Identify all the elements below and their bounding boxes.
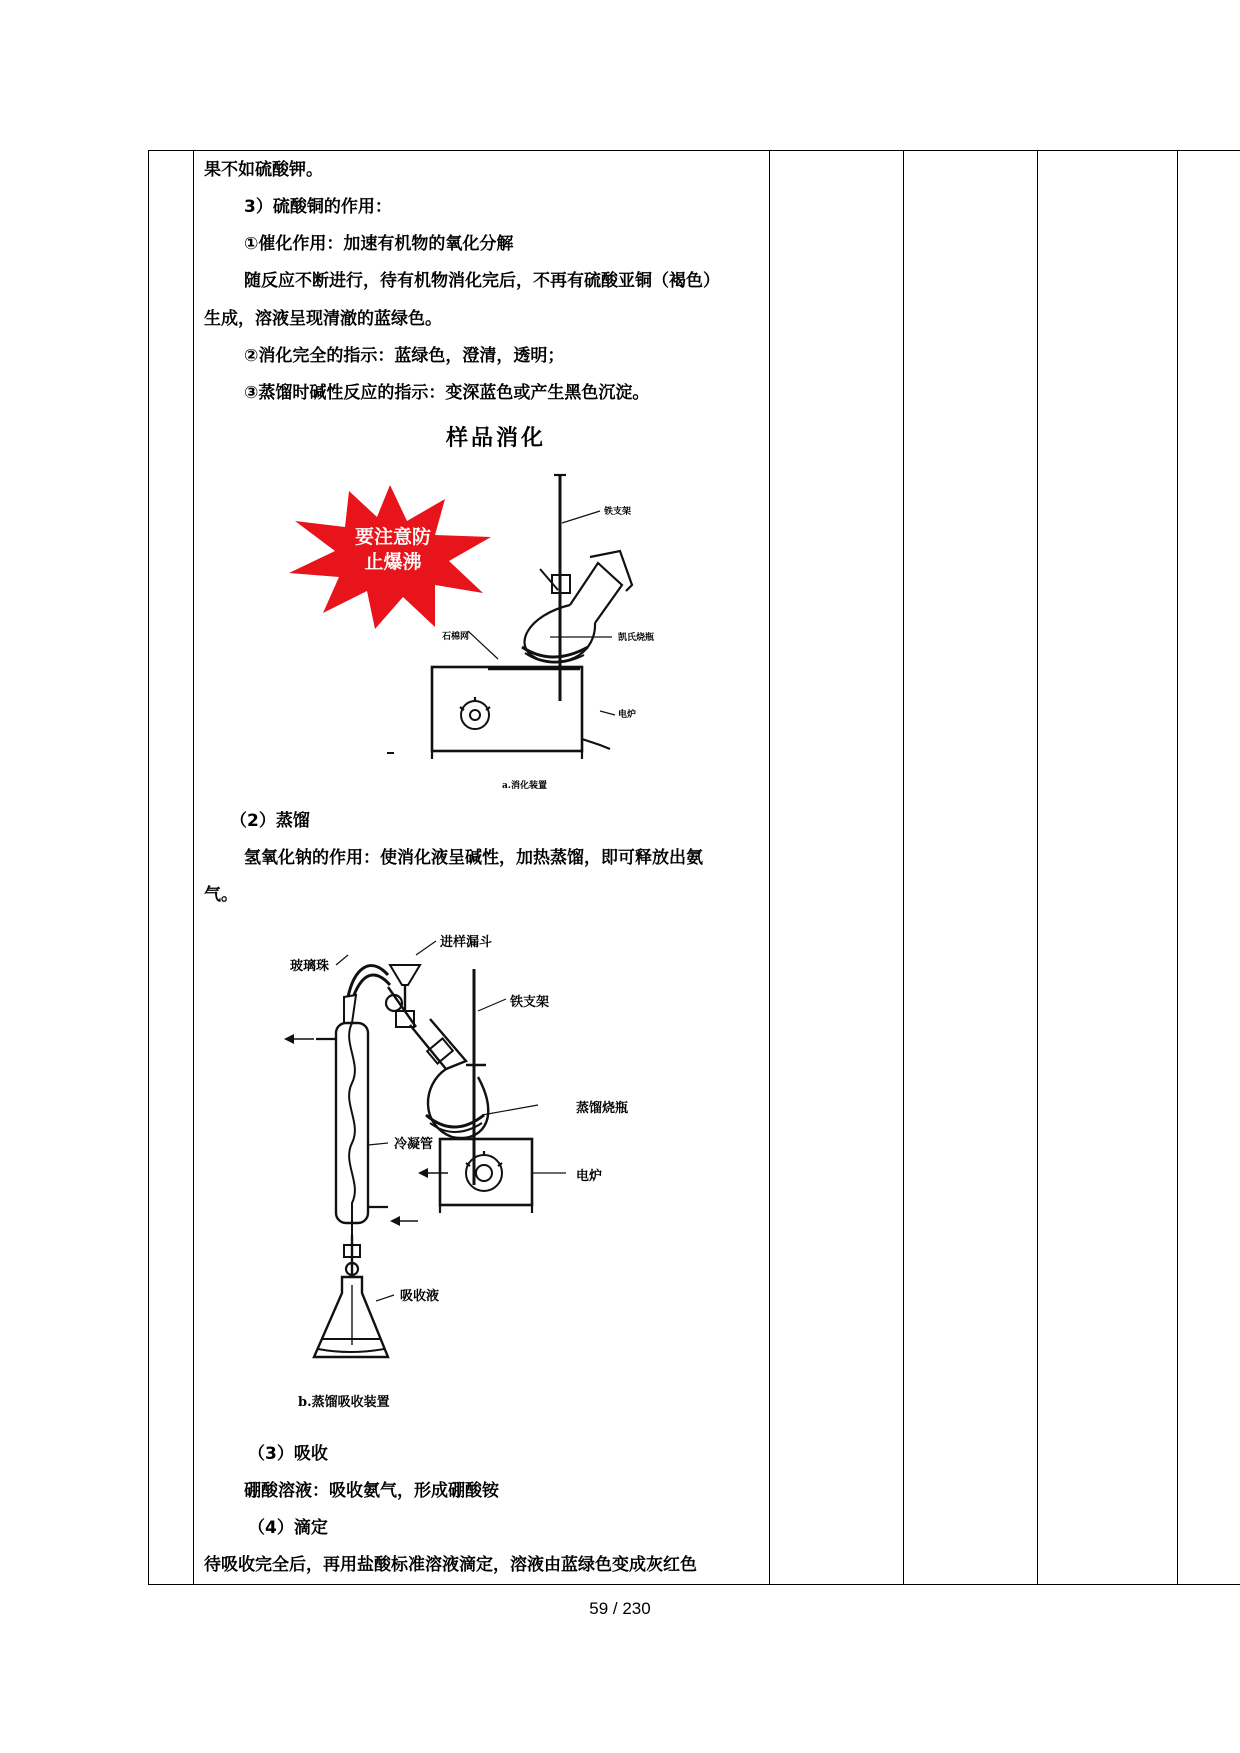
distillation-apparatus-drawing: [270, 925, 690, 1415]
label-funnel: 进样漏斗: [440, 935, 493, 950]
warning-text-line: 要注意防: [354, 526, 431, 548]
text-line: 待吸收完全后，再用盐酸标准溶液滴定，溶液由蓝绿色变成灰红色: [204, 1555, 697, 1575]
table-col-border: [1037, 150, 1038, 1584]
label-electric-stove: 电炉: [618, 710, 637, 720]
distillation-figure: [270, 925, 690, 1415]
table-col-border: [769, 150, 770, 1584]
text-line: 生成，溶液呈现清澈的蓝绿色。: [204, 309, 442, 329]
table-col-border: [193, 150, 194, 1584]
label-absorb-liquid: 吸收液: [400, 1289, 440, 1304]
table-top-border: [148, 150, 1240, 151]
text-line: 硼酸溶液：吸收氨气，形成硼酸铵: [244, 1481, 499, 1501]
section-heading: （4）滴定: [248, 1518, 328, 1538]
figure-caption: a.消化装置: [502, 781, 547, 791]
text-line: ①催化作用：加速有机物的氧化分解: [244, 234, 514, 254]
table-col-border: [1177, 150, 1178, 1584]
text-line: 3）硫酸铜的作用：: [244, 197, 392, 217]
label-distill-flask: 蒸馏烧瓶: [576, 1101, 629, 1116]
figure-caption: b.蒸馏吸收装置: [298, 1395, 390, 1410]
digestion-figure: [270, 415, 690, 795]
label-condenser: 冷凝管: [394, 1137, 434, 1152]
text-line: 随反应不断进行，待有机物消化完后，不再有硫酸亚铜（褐色）: [244, 271, 720, 291]
text-line: ③蒸馏时碱性反应的指示：变深蓝色或产生黑色沉淀。: [244, 383, 650, 403]
text-line: ②消化完全的指示：蓝绿色，澄清，透明；: [244, 346, 565, 366]
text-line: 气。: [204, 885, 238, 905]
page-number: 59 / 230: [589, 1599, 651, 1618]
section-heading: （3）吸收: [248, 1444, 328, 1464]
warning-text-line: 止爆沸: [364, 551, 422, 573]
digestion-apparatus-drawing: [270, 415, 690, 795]
text-line: 果不如硫酸钾。: [204, 160, 323, 180]
table-col-border: [148, 150, 149, 1584]
label-glass-bead: 玻璃珠: [290, 959, 330, 974]
label-iron-stand: 铁支架: [604, 507, 632, 517]
label-electric-stove: 电炉: [576, 1169, 603, 1184]
label-asbestos-net: 石棉网: [442, 632, 470, 642]
text-line: 氢氧化钠的作用：使消化液呈碱性，加热蒸馏，即可释放出氨: [244, 848, 703, 868]
table-col-border: [903, 150, 904, 1584]
label-kjeldahl-flask: 凯氏烧瓶: [618, 633, 655, 643]
figure-title: 样品消化: [446, 425, 547, 451]
label-iron-stand: 铁支架: [510, 995, 550, 1010]
section-heading: （2）蒸馏: [230, 811, 310, 831]
table-bottom-border: [148, 1584, 1240, 1585]
